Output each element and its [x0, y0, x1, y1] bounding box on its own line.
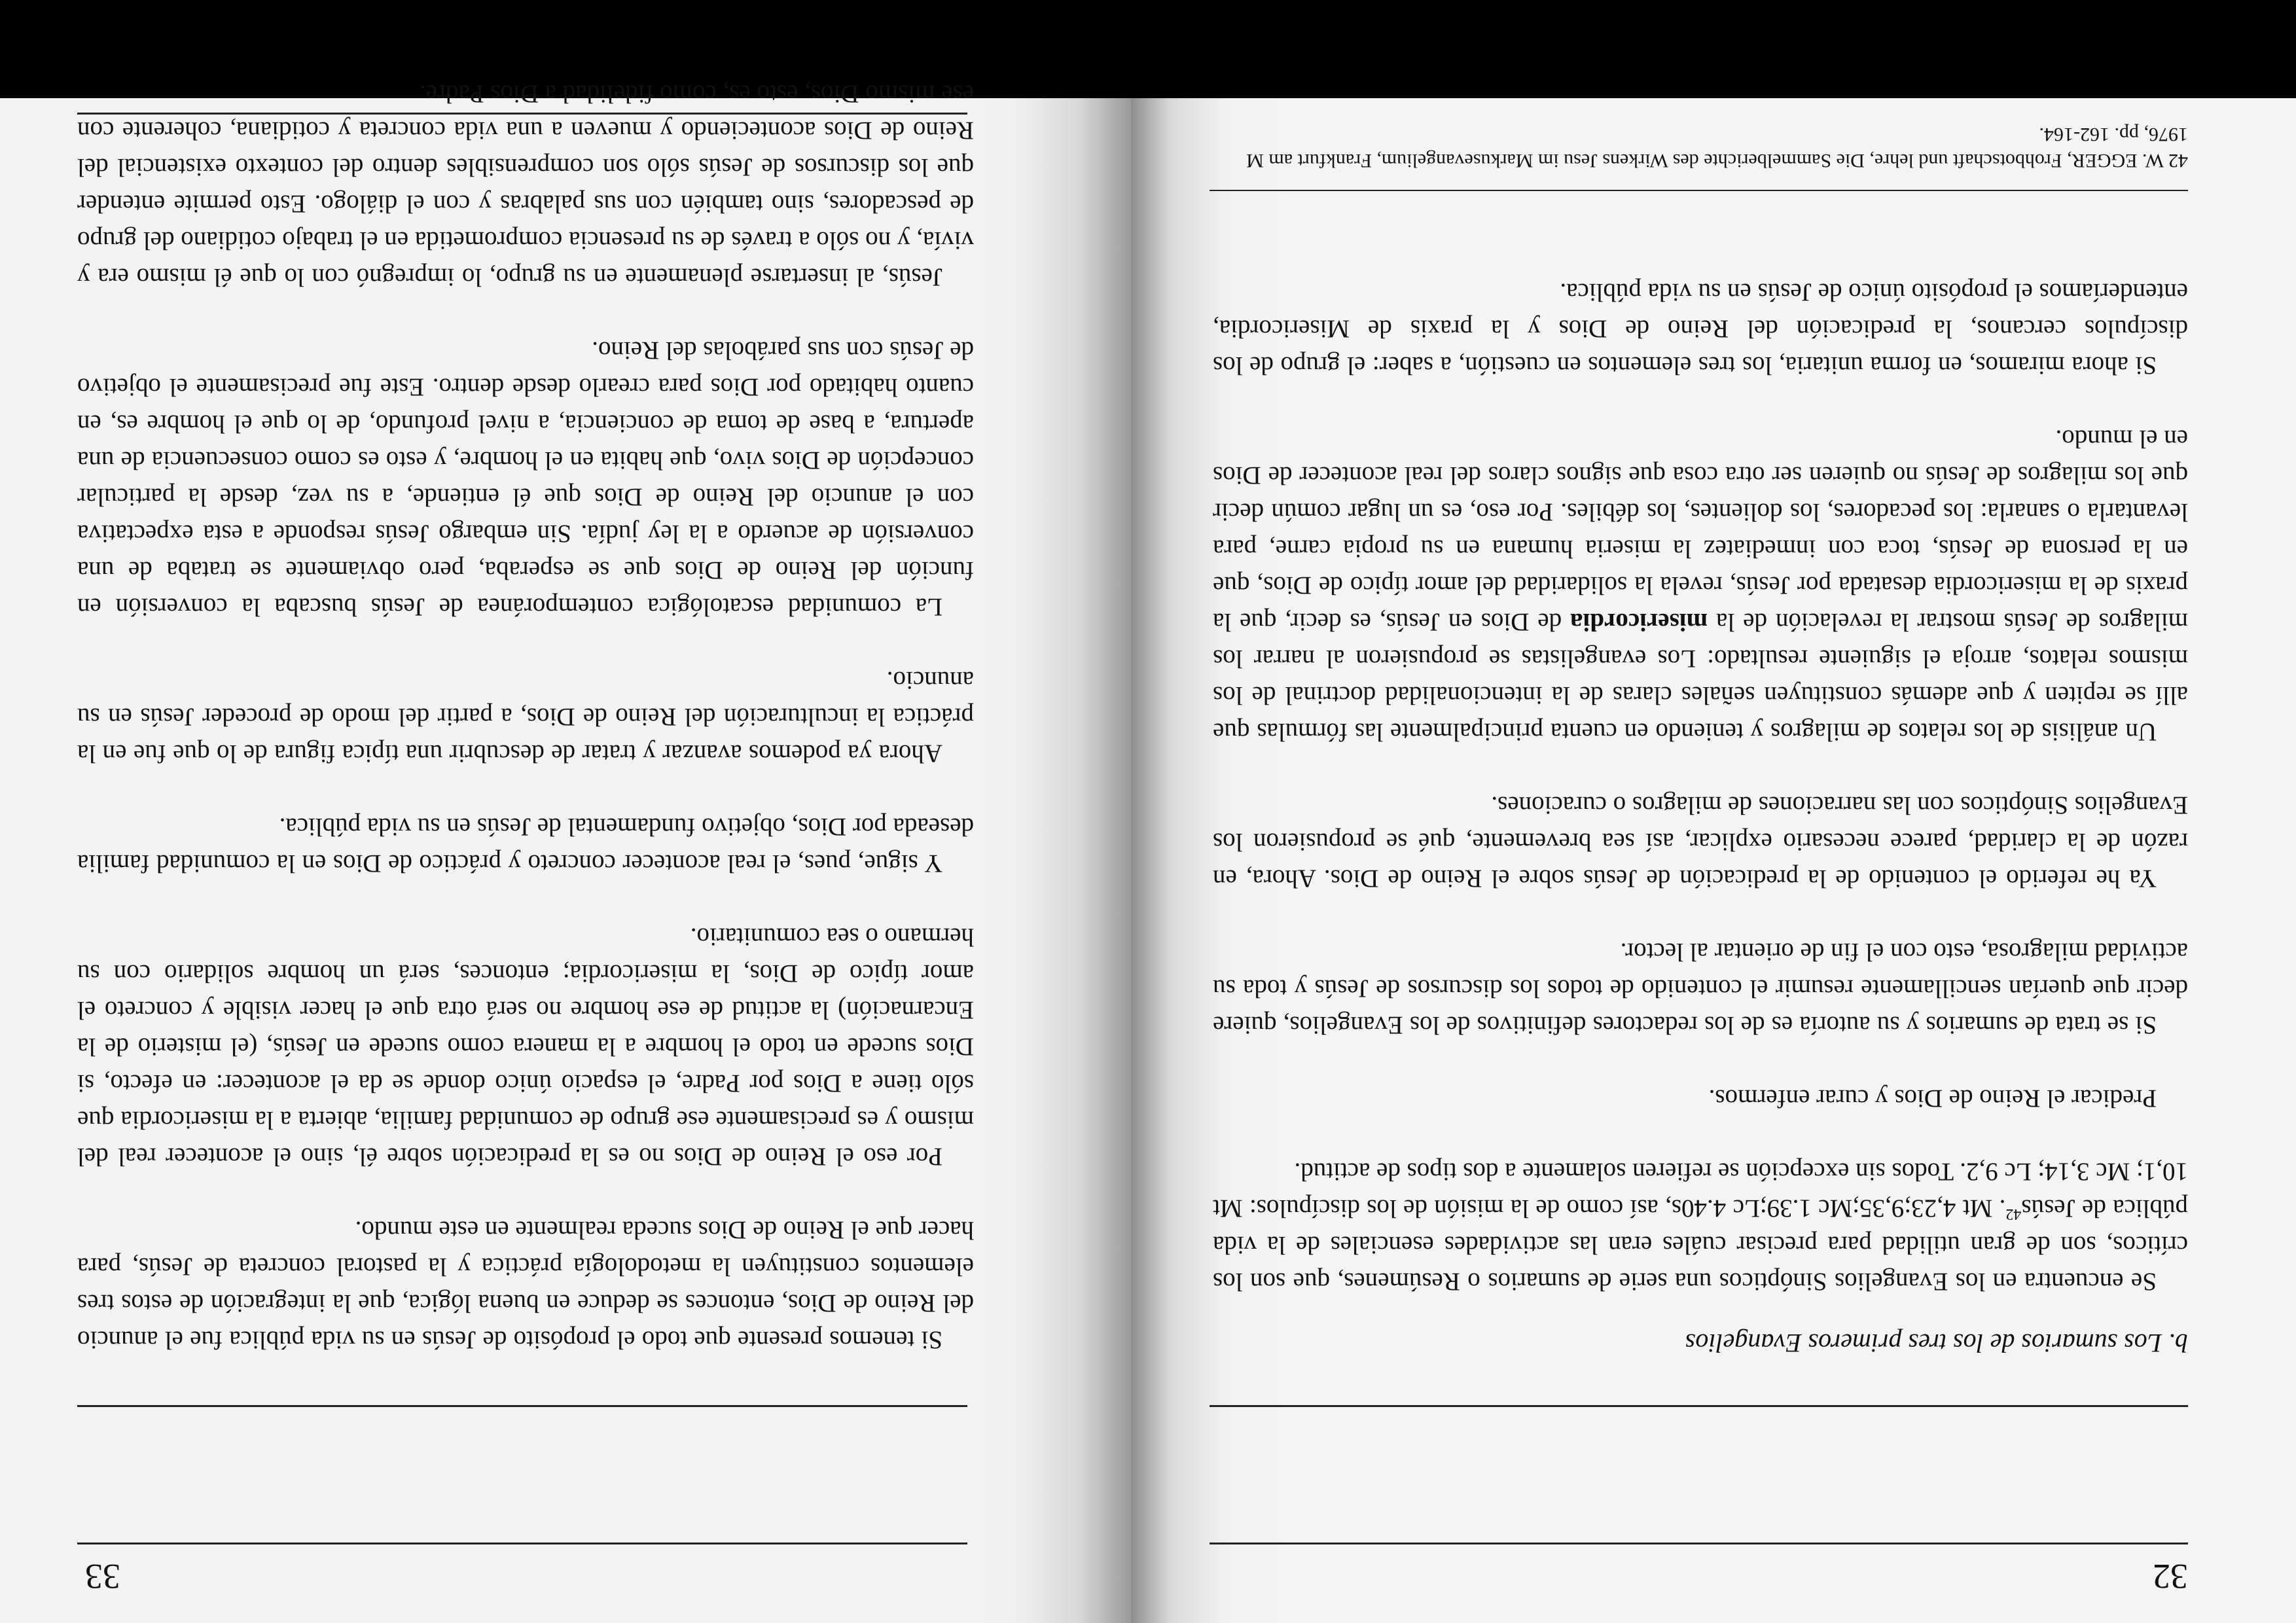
header-rule — [1210, 1405, 2188, 1407]
page-33 — [0, 80, 1131, 1623]
paragraph-6: Jesús, al insertarse plenamente en su grupo, lo impregnó con lo que él mismo era y vivía, y no sólo a través de su presencia comprometida en el trabajo cotidiano del grupo de pescadores, sino también con sus palabras y con el diálogo. Esto permite entender que los discursos de Jesús sólo son comprensibles dentro del contexto existencial del Reino de Dios aconteciendo y mueven a una vida concreta y cotidiana, coherente con ese mismo Dios, esto es, como fidelidad a Dios Padre. — [77, 80, 974, 291]
page-32 — [1131, 98, 2296, 1623]
paragraph-1: Si tenemos presente que todo el propósito de Jesús en su vida pública fue el anuncio del Reino de Dios, entonces se deduce en buena lógica, que la integración de estos tres elementos constituyen la metodología práctica y la pastoral concreta de Jesús, para hacer que el Reino de Dios suceda realmente en este mundo. — [77, 1216, 974, 1354]
bold-term: misericordia — [1570, 608, 1708, 636]
page-33-text — [77, 75, 974, 1358]
header-rule — [77, 1405, 967, 1407]
top-rule — [77, 1543, 967, 1544]
bottom-rule — [77, 113, 967, 115]
paragraph-5: Un análisis de los relatos de milagros y teniendo en cuenta principalmente las fórmulas que allí se repiten y que además constituyen señales claras de la intencionalidad doctrinal de los mismos relatos, arroja el siguiente resultado: Los evangelistas se propusieron al narrar los milagros de Jesús mostrar la revelación de la misericordia de Dios en Jesús, es decir, que la praxis de la misericordia desatada por Jesús, revela la solidaridad del amor típico de Dios, que en la persona de Jesús, toca con inmediatez la miseria humana en su propia carne, para levantarla o sanarla: los pecadores, los dolientes, los débiles. Por eso, es un lugar común decir que los milagros de Jesús no quieren ser otra cosa que signos claros del real acontecer de Dios en el mundo. — [1213, 425, 2188, 746]
footnote-rule — [1210, 190, 2188, 191]
paragraph-6: Si ahora miramos, en forma unitaria, los tres elementos en cuestión, a saber: el grupo de los discípulos cercanos, la predicación del Reino de Dios y la praxis de Misericordia, entenderíamos el propósito único de Jesús en su vida pública. — [1213, 278, 2188, 380]
paragraph-5: La comunidad escatológica contemporánea de Jesús buscaba la conversión en función del Reino de Dios que se esperaba, pero obviamente se trataba de una conversión de acuerdo a la ley judía. Sin embargo Jesús responde a esta expectativa con el anuncio del Reino de Dios que él entiende, a su vez, desde la particular concepción de Dios vivo, que habita en el hombre, y esto es como consecuencia de una apertura, a base de toma de conciencia, a nivel profundo, de lo que el hombre es, en cuanto habitado por Dios para crearlo desde dentro. Este fue precisamente el objetivo de Jesús con sus parábolas del Reino. — [77, 336, 974, 621]
page-number: 33 — [85, 1557, 120, 1596]
paragraph-4: Ahora ya podemos avanzar y tratar de descubrir una típica figura de lo que fue en la práctica la inculturación del Reino de Dios, a partir del modo de proceder Jesús en su anuncio. — [77, 666, 974, 768]
footnote-ref: 42 — [2005, 1205, 2022, 1222]
paragraph-3: Si se trata de sumarios y su autoría es de los redactores definitivos de los Evangelios, quiere decir que querían sencillamente resumir el contenido de todos los discursos de Jesús y toda su actividad milagrosa, esto con el fin de orientar al lector. — [1213, 938, 2188, 1039]
page-32-text — [1213, 274, 2188, 1361]
top-rule — [1210, 1543, 2188, 1544]
paragraph-2: Predicar el Reino de Dios y curar enfermos. — [1708, 1084, 2157, 1113]
footnote: 42 W. EGGER, Frohbotschaft und lehre, Die Sammelberichte des Wirkens Jesu im Markusevangelium, Frankfurt am M 1976, pp. 162-164. — [1246, 124, 2188, 171]
paragraph-2: Por eso el Reino de Dios no es la predicación sobre él, sino el acontecer real del mismo y es precisamente ese grupo de comunidad familia, abierta a la misericordia que sólo tiene a Dios por Padre, el espacio único donde se da el acontecer: en efecto, si Dios sucede en todo el hombre a la manera como sucede en Jesús, (el misterio de la Encarnación) la actitud de ese hombre no será otra que el hacer visible y concreto el amor típico de Dios, la misericordia; entonces, será un hombre solidario con su hermano o sea comunitario. — [77, 923, 974, 1171]
paragraph-3: Y sigue, pues, el real acontecer concreto y práctico de Dios en la comunidad familia deseada por Dios, objetivo fundamental de Jesús en su vida pública. — [77, 813, 974, 878]
section-heading: b. Los sumarios de los tres primeros Evangelios — [1685, 1329, 2188, 1358]
page-number: 32 — [2153, 1557, 2188, 1596]
paragraph-1: Se encuentra en los Evangelios Sinópticos una serie de sumarios o Resúmenes, que son los críticos, son de gran utilidad para precisar cuáles eran las actividades esenciales de la vida pública de Jesús$^{42}$. Mt 4,23;9,35;Mc 1.39;Lc 4.40s, así como de la misión de los discípulos: Mt 10,1; Mc 3,14; Lc 9,2. Todos sin excepción se refieren solamente a dos tipos de actitud. — [1213, 1158, 2188, 1296]
paragraph-4: Ya he referido el contenido de la predicación de Jesús sobre el Reino de Dios. Ahora, en razón de la claridad, parece necesario explicar, así sea brevemente, qué se propusieron los Evangelios Sinópticos con las narraciones de milagros o curaciones. — [1213, 791, 2188, 893]
